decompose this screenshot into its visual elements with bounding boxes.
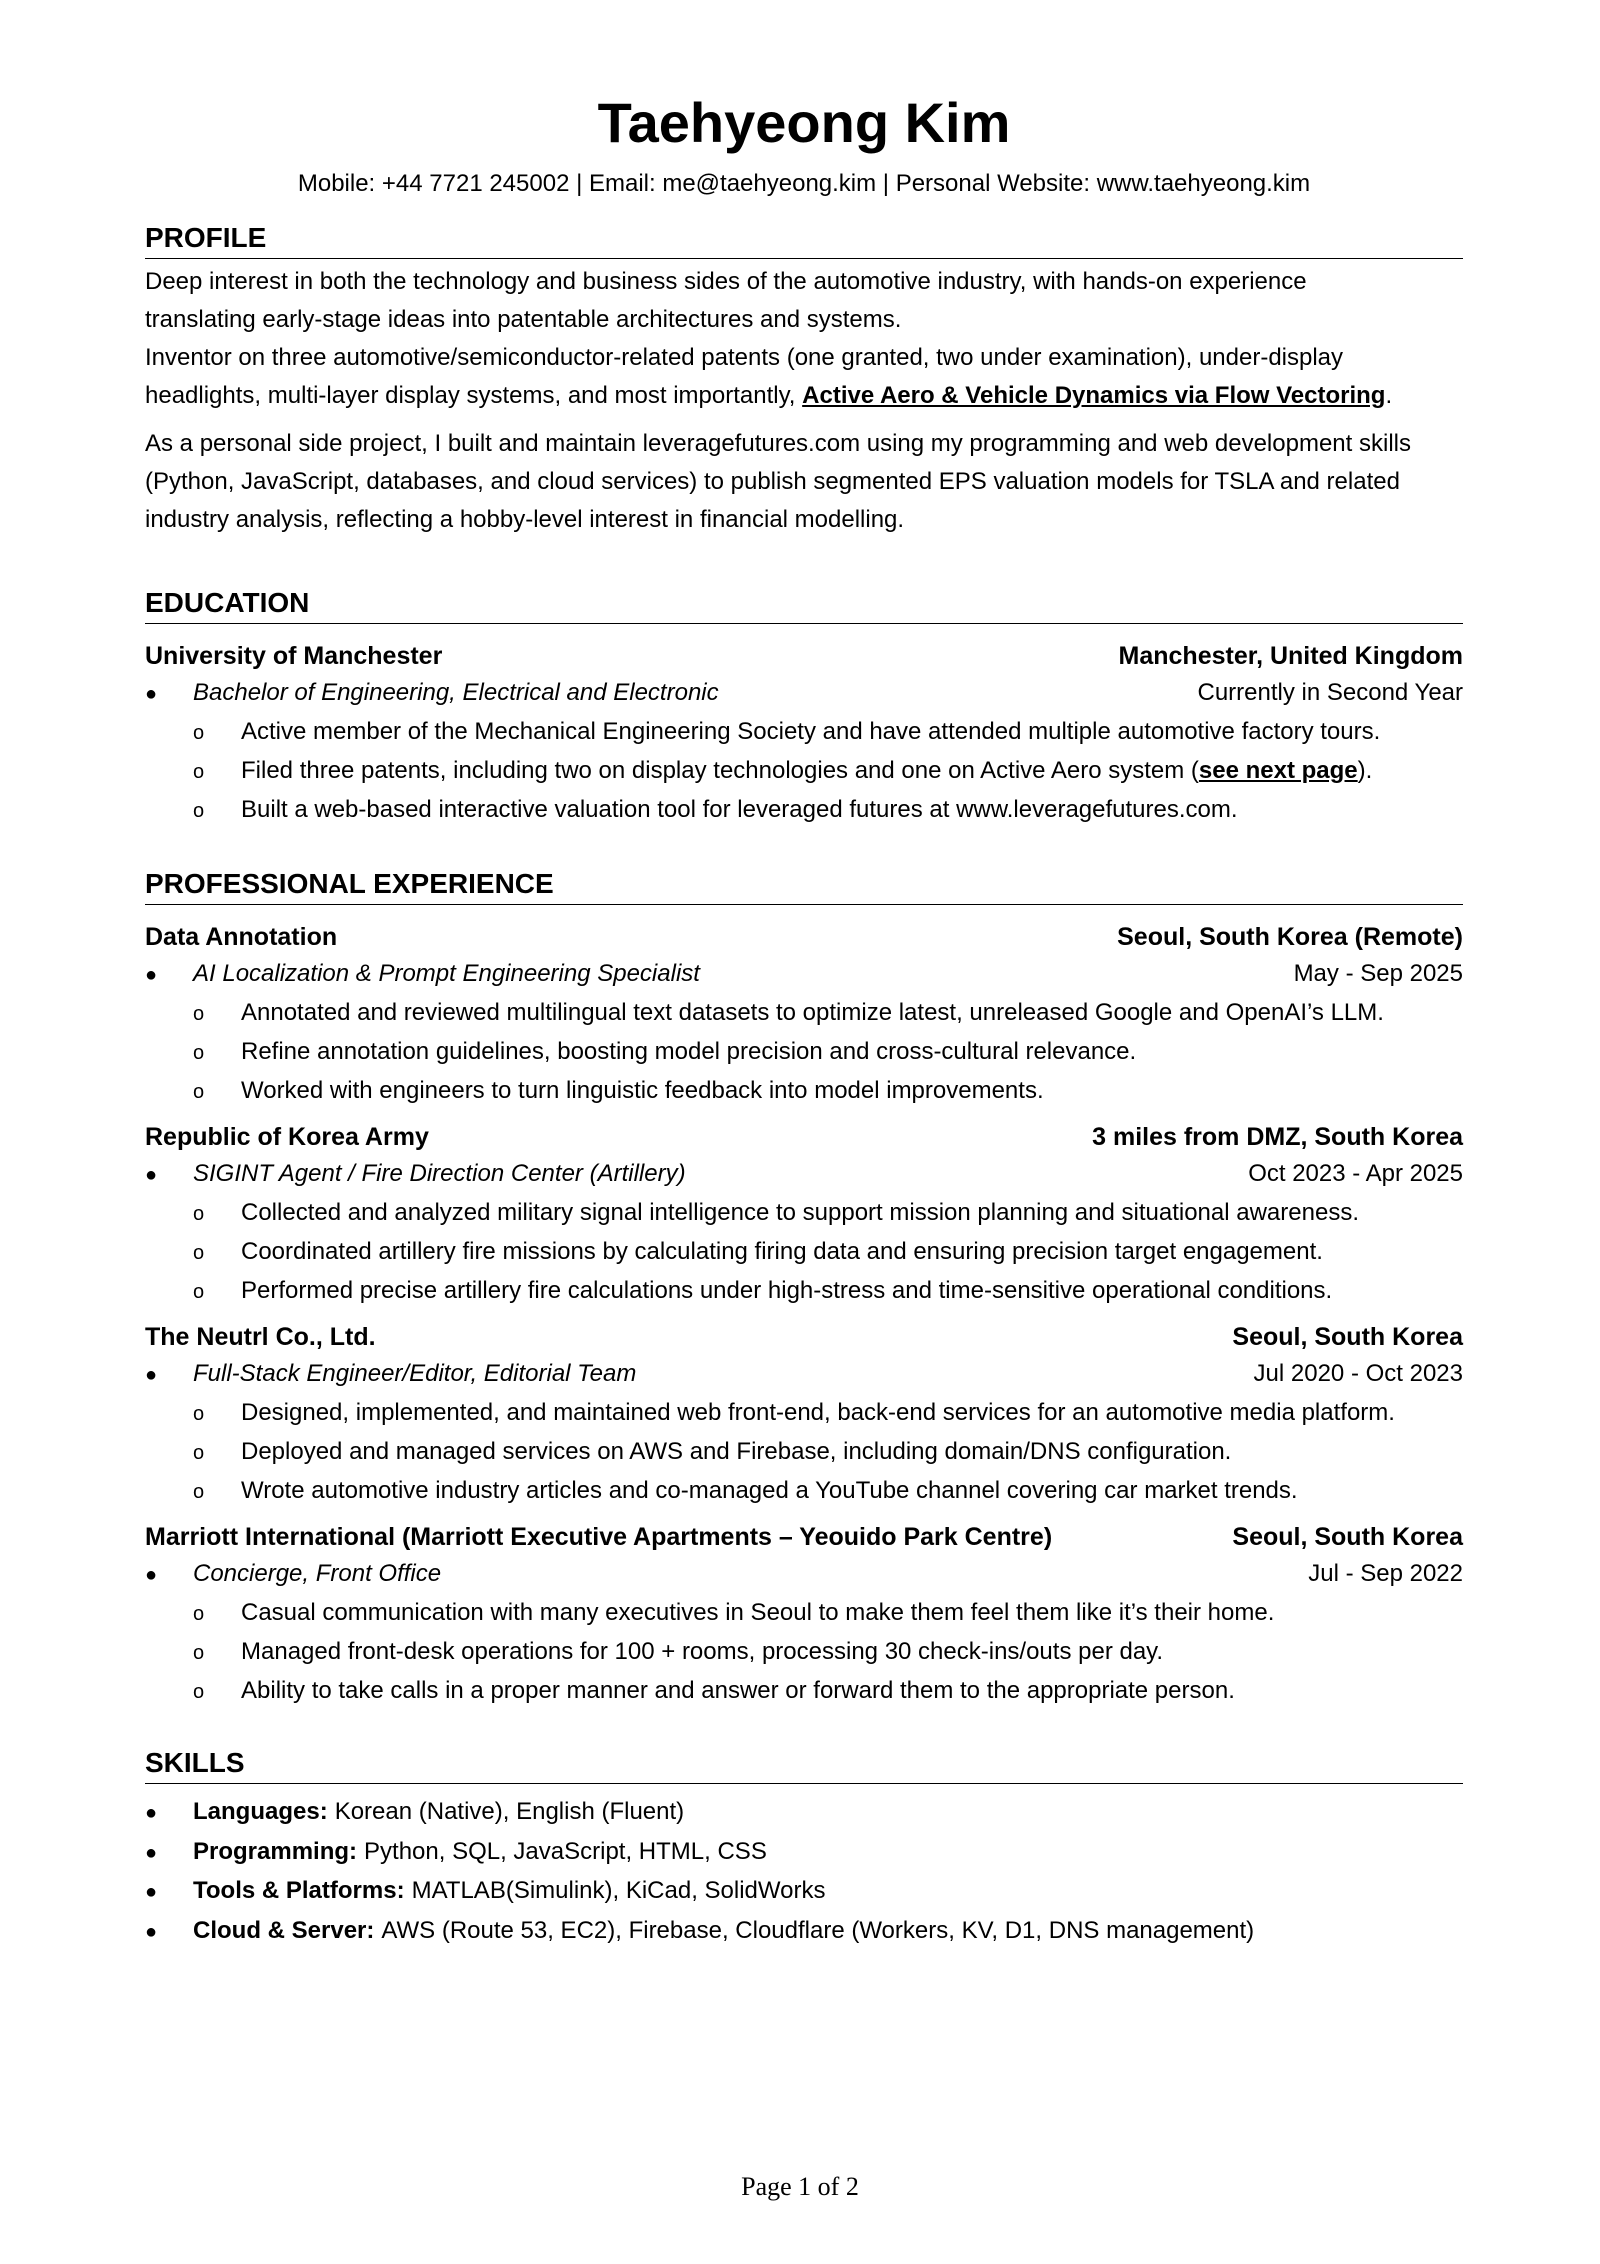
job-location: Seoul, South Korea — [1232, 1323, 1463, 1351]
degree-status: Currently in Second Year — [1197, 679, 1463, 706]
date-range: Oct 2023 - Apr 2025 — [1248, 1160, 1463, 1187]
role-title: Full-Stack Engineer/Editor, Editorial Team — [193, 1360, 637, 1387]
list-item — [145, 1072, 1463, 1111]
experience-heading: PROFESSIONAL EXPERIENCE — [145, 866, 1463, 905]
bullet-icon: ● — [145, 1364, 158, 1386]
list-item-text: Worked with engineers to turn linguistic feedback into model improvements. — [241, 1077, 1044, 1104]
skills-heading: SKILLS — [145, 1745, 1463, 1784]
sub-bullet-icon: o — [193, 1681, 205, 1703]
list-item-text — [241, 752, 1463, 790]
sub-bullet-icon: o — [193, 1442, 205, 1464]
list-item — [145, 1594, 1463, 1633]
list-item — [145, 1194, 1463, 1233]
skill-value: MATLAB(Simulink), KiCad, SolidWorks — [411, 1877, 826, 1904]
list-item-text: Ability to take calls in a proper manner and answer or forward them to the appropriate person. — [241, 1677, 1235, 1704]
list-item — [145, 791, 1463, 830]
experience-list — [145, 919, 1463, 1711]
skill-item — [145, 1912, 1463, 1952]
bullet-icon: ● — [145, 1881, 158, 1903]
sub-bullet-icon: o — [193, 1403, 205, 1425]
bullet-icon: ● — [145, 1564, 158, 1586]
profile-text: translating early-stage ideas into patentable architectures and systems. — [145, 306, 902, 333]
flow-vectoring-patent-link[interactable]: Active Aero & Vehicle Dynamics via Flow Vectoring — [802, 382, 1386, 409]
sub-bullet-icon: o — [193, 1481, 205, 1503]
list-item-text: Annotated and reviewed multilingual text datasets to optimize latest, unreleased Google and OpenAI’s LLM. — [241, 999, 1384, 1026]
list-item-text: Coordinated artillery fire missions by calculating firing data and ensuring precision target engagement. — [241, 1238, 1323, 1265]
list-item-text: Managed front-desk operations for 100 + rooms, processing 30 check-ins/outs per day. — [241, 1638, 1164, 1665]
skill-item — [145, 1793, 1463, 1833]
sub-bullet-icon: o — [193, 1042, 205, 1064]
education-entry — [145, 638, 1463, 830]
company-name: Republic of Korea Army — [145, 1123, 429, 1151]
list-item — [145, 1672, 1463, 1711]
see-next-page-link[interactable]: see next page — [1198, 757, 1358, 784]
list-item-text: Wrote automotive industry articles and co-managed a YouTube channel covering car market trends. — [241, 1477, 1298, 1504]
sub-bullet-icon: o — [193, 1203, 205, 1225]
skill-value: AWS (Route 53, EC2), Firebase, Cloudflare (Workers, KV, D1, DNS management) — [381, 1916, 1255, 1944]
profile-text: (Python, JavaScript, databases, and cloud services) to publish segmented EPS valuation models for TSLA and related — [145, 468, 1400, 495]
list-item — [145, 1272, 1463, 1311]
sub-bullet-icon: o — [193, 1003, 205, 1025]
experience-header — [145, 1319, 1463, 1355]
job-location: Seoul, South Korea — [1232, 1523, 1463, 1551]
sub-bullet-icon: o — [193, 1603, 205, 1625]
sub-bullet-icon: o — [193, 1281, 205, 1303]
bullet-icon: ● — [145, 683, 158, 705]
candidate-name: Taehyeong Kim — [597, 91, 1011, 154]
list-item — [145, 1433, 1463, 1472]
list-item-text: Collected and analyzed military signal intelligence to support mission planning and situational awareness. — [241, 1199, 1359, 1226]
list-item-text: Deployed and managed services on AWS and Firebase, including domain/DNS configuration. — [241, 1438, 1232, 1465]
sub-bullet-icon: o — [193, 1081, 205, 1103]
experience-entry — [145, 1119, 1463, 1311]
profile-text: industry analysis, reflecting a hobby-level interest in financial modelling. — [145, 506, 905, 533]
experience-header — [145, 1119, 1463, 1155]
role-row — [145, 1555, 1463, 1594]
list-item — [145, 713, 1463, 752]
experience-entry — [145, 1519, 1463, 1711]
profile-text-suffix: . — [1385, 382, 1393, 409]
role-title: Concierge, Front Office — [193, 1560, 442, 1587]
company-name: The Neutrl Co., Ltd. — [145, 1323, 376, 1351]
date-range: May - Sep 2025 — [1293, 960, 1463, 987]
skill-value: Korean (Native), English (Fluent) — [334, 1798, 685, 1825]
role-title: AI Localization & Prompt Engineering Specialist — [193, 960, 700, 987]
profile-text — [145, 377, 1463, 415]
list-item — [145, 1633, 1463, 1672]
profile-text-prefix: headlights, multi-layer display systems, and most importantly, — [145, 382, 803, 409]
job-location: 3 miles from DMZ, South Korea — [1092, 1123, 1463, 1151]
profile-text: As a personal side project, I built and maintain leveragefutures.com using my programming and web development skills — [145, 430, 1411, 457]
sub-bullet-icon: o — [193, 800, 205, 822]
bullet-icon: ● — [145, 1164, 158, 1186]
job-location: Seoul, South Korea (Remote) — [1117, 923, 1463, 951]
profile-section — [145, 263, 1463, 539]
page-number: Page 1 of 2 — [741, 2172, 859, 2201]
sub-bullet-icon: o — [193, 1642, 205, 1664]
skill-label: Programming: — [193, 1837, 358, 1865]
list-item — [145, 1394, 1463, 1433]
list-item-text-prefix: Filed three patents, including two on display technologies and one on Active Aero system ( — [241, 757, 1199, 784]
list-item-text: Built a web-based interactive valuation tool for leveraged futures at www.leveragefutures.com. — [241, 796, 1238, 823]
profile-heading: PROFILE — [145, 220, 1463, 259]
skill-value: Python, SQL, JavaScript, HTML, CSS — [364, 1837, 767, 1865]
sub-bullet-icon: o — [193, 722, 205, 744]
experience-entry — [145, 1319, 1463, 1511]
experience-header — [145, 1519, 1463, 1555]
bullet-icon: ● — [145, 964, 158, 986]
list-item — [145, 1472, 1463, 1511]
company-name: Marriott International (Marriott Executive Apartments – Yeouido Park Centre) — [145, 1523, 1053, 1551]
list-item-text: Performed precise artillery fire calculations under high-stress and time-sensitive operational conditions. — [241, 1277, 1333, 1304]
sub-bullet-icon: o — [193, 1242, 205, 1264]
experience-header — [145, 919, 1463, 955]
skill-item — [145, 1833, 1463, 1873]
role-row — [145, 955, 1463, 994]
bullet-icon: ● — [145, 1802, 158, 1824]
skill-label: Tools & Platforms: — [193, 1877, 405, 1904]
profile-text: Inventor on three automotive/semiconductor-related patents (one granted, two under examination), under-display — [145, 344, 1344, 371]
degree-title: Bachelor of Engineering, Electrical and Electronic — [193, 679, 719, 706]
experience-entry — [145, 919, 1463, 1111]
skill-label: Cloud & Server: — [193, 1916, 375, 1944]
education-heading: EDUCATION — [145, 585, 1463, 624]
list-item-text: Active member of the Mechanical Engineering Society and have attended multiple automotive factory tours. — [241, 718, 1381, 745]
contact-line: Mobile: +44 7721 245002 | Email: me@taehyeong.kim | Personal Website: www.taehyeong.kim — [297, 170, 1311, 197]
company-name: Data Annotation — [145, 923, 338, 951]
skills-list — [145, 1793, 1463, 1951]
role-row — [145, 1355, 1463, 1394]
skill-item — [145, 1872, 1463, 1912]
education-header — [145, 638, 1463, 674]
bullet-icon: ● — [145, 1920, 158, 1943]
skill-label: Languages: — [193, 1798, 328, 1825]
bullet-icon: ● — [145, 1841, 158, 1864]
profile-text: Deep interest in both the technology and business sides of the automotive industry, with hands-on experience — [145, 268, 1307, 295]
date-range: Jul 2020 - Oct 2023 — [1253, 1360, 1463, 1387]
degree-row — [145, 674, 1463, 713]
list-item — [145, 1033, 1463, 1072]
role-row — [145, 1155, 1463, 1194]
school-location: Manchester, United Kingdom — [1118, 642, 1463, 670]
role-title: SIGINT Agent / Fire Direction Center (Artillery) — [193, 1160, 686, 1187]
list-item — [145, 752, 1463, 791]
list-item-text: Designed, implemented, and maintained web front-end, back-end services for an automotive media platform. — [241, 1399, 1395, 1426]
sub-bullet-icon: o — [193, 761, 205, 783]
date-range: Jul - Sep 2022 — [1308, 1560, 1463, 1587]
list-item-text-suffix: ). — [1357, 757, 1373, 784]
resume-content — [145, 85, 1463, 1951]
list-item-text: Refine annotation guidelines, boosting model precision and cross-cultural relevance. — [241, 1038, 1137, 1065]
school-name: University of Manchester — [145, 642, 443, 670]
list-item — [145, 1233, 1463, 1272]
list-item-text: Casual communication with many executives in Seoul to make them feel them like it’s their home. — [241, 1599, 1275, 1626]
list-item — [145, 994, 1463, 1033]
